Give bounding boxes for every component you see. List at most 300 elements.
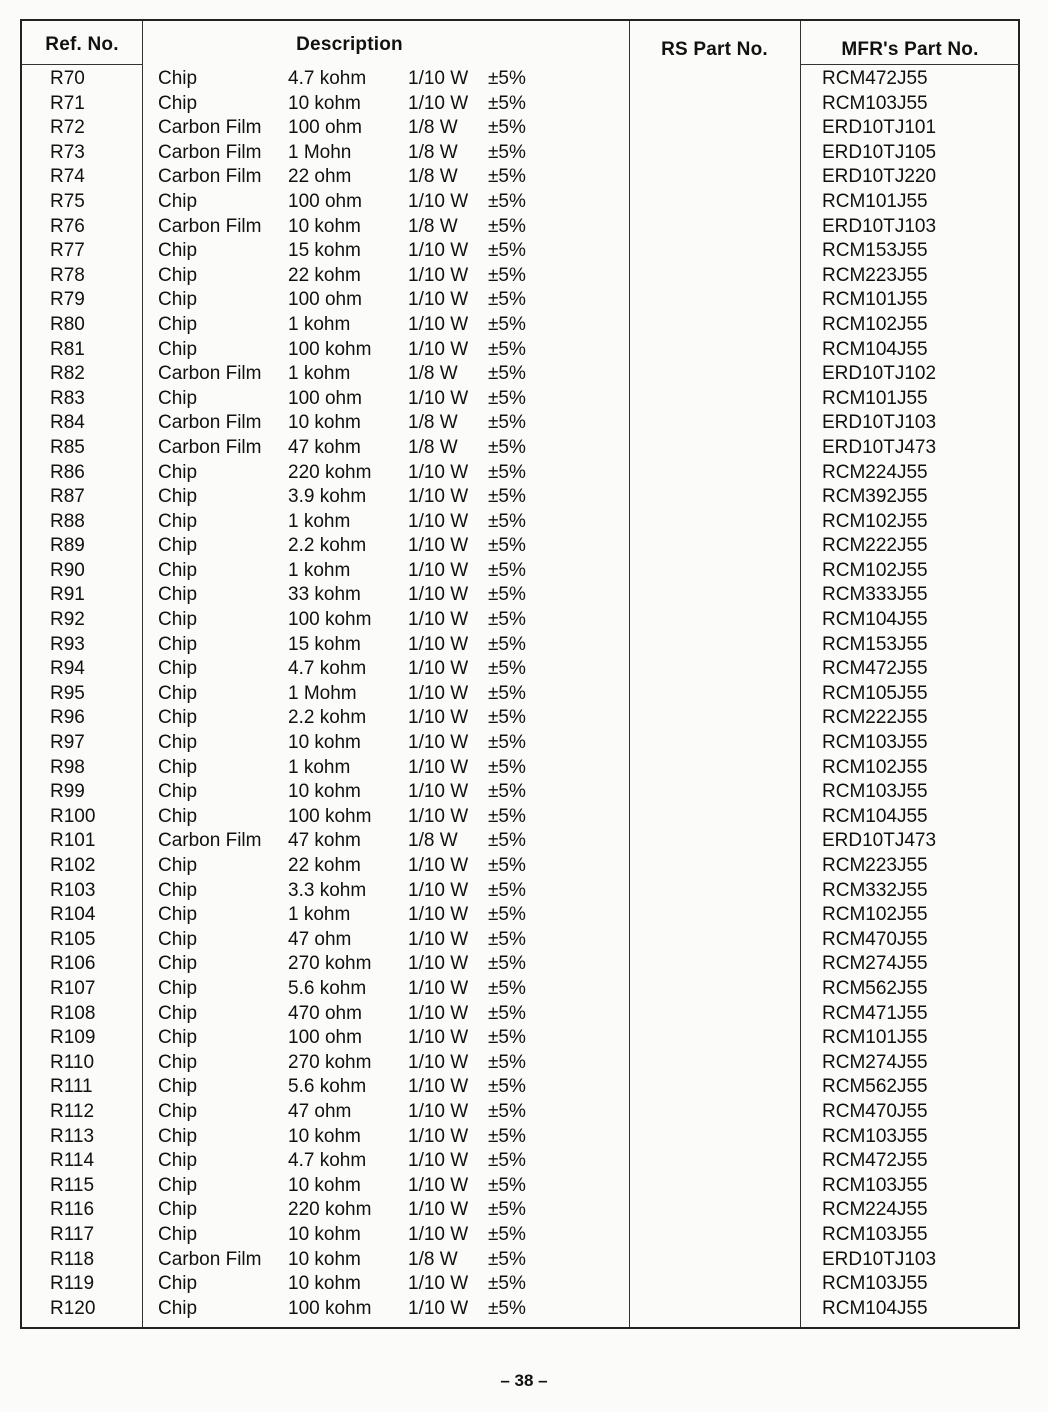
ref-no-cell: R103 bbox=[50, 879, 96, 901]
wattage-cell: 1/10 W bbox=[408, 756, 469, 778]
ref-no-cell: R110 bbox=[50, 1051, 95, 1073]
mfr-part-cell: RCM223J55 bbox=[822, 264, 928, 286]
type-cell: Chip bbox=[158, 240, 198, 262]
mfr-part-cell: ERD10TJ220 bbox=[822, 166, 937, 188]
table-row bbox=[22, 780, 1018, 805]
tolerance-cell: ±5% bbox=[488, 436, 526, 458]
value-cell: 10 kohm bbox=[288, 781, 361, 803]
mfr-part-cell: ERD10TJ103 bbox=[822, 1248, 937, 1270]
tolerance-cell: ±5% bbox=[488, 1273, 526, 1295]
mfr-part-cell: RCM471J55 bbox=[822, 1002, 928, 1024]
table-row bbox=[22, 190, 1018, 215]
ref-no-cell: R70 bbox=[50, 68, 85, 89]
ref-no-cell: R96 bbox=[50, 707, 85, 729]
table-row bbox=[22, 1198, 1018, 1223]
tolerance-cell: ±5% bbox=[488, 215, 526, 237]
ref-no-cell: R115 bbox=[50, 1174, 95, 1196]
wattage-cell: 1/8 W bbox=[408, 436, 458, 458]
table-row bbox=[22, 977, 1018, 1002]
mfr-part-cell: RCM562J55 bbox=[822, 977, 928, 999]
mfr-part-cell: RCM223J55 bbox=[822, 855, 928, 876]
value-cell: 15 kohm bbox=[288, 240, 361, 262]
wattage-cell: 1/10 W bbox=[408, 928, 469, 950]
wattage-cell: 1/8 W bbox=[408, 166, 458, 188]
mfr-part-cell: RCM102J55 bbox=[822, 559, 928, 581]
header-ref-no: Ref. No. bbox=[45, 34, 119, 55]
type-cell: Chip bbox=[158, 928, 198, 950]
ref-no-cell: R104 bbox=[50, 904, 96, 926]
type-cell: Chip bbox=[158, 1002, 198, 1024]
table-row bbox=[22, 387, 1018, 412]
value-cell: 100 ohm bbox=[288, 289, 362, 311]
ref-no-cell: R78 bbox=[50, 264, 85, 286]
wattage-cell: 1/10 W bbox=[408, 977, 469, 999]
table-row bbox=[22, 1248, 1018, 1273]
value-cell: 100 ohm bbox=[288, 1027, 362, 1049]
table-row bbox=[22, 1100, 1018, 1125]
ref-no-cell: R102 bbox=[50, 855, 96, 876]
mfr-part-cell: RCM472J55 bbox=[822, 68, 928, 89]
tolerance-cell: ±5% bbox=[488, 313, 526, 335]
wattage-cell: 1/10 W bbox=[408, 338, 469, 360]
mfr-part-cell: RCM104J55 bbox=[822, 1297, 928, 1319]
mfr-part-cell: RCM103J55 bbox=[822, 1223, 928, 1245]
table-row bbox=[22, 510, 1018, 535]
ref-no-cell: R83 bbox=[50, 387, 85, 409]
wattage-cell: 1/8 W bbox=[408, 1248, 458, 1270]
wattage-cell: 1/10 W bbox=[408, 732, 469, 754]
type-cell: Chip bbox=[158, 535, 198, 557]
type-cell: Chip bbox=[158, 805, 198, 827]
type-cell: Carbon Film bbox=[158, 436, 262, 458]
ref-no-cell: R85 bbox=[50, 436, 85, 458]
type-cell: Chip bbox=[158, 953, 198, 975]
ref-no-cell: R108 bbox=[50, 1002, 96, 1024]
table-row bbox=[22, 805, 1018, 830]
value-cell: 1 kohm bbox=[288, 904, 351, 926]
type-cell: Chip bbox=[158, 68, 198, 89]
ref-no-cell: R99 bbox=[50, 781, 85, 803]
type-cell: Carbon Film bbox=[158, 830, 262, 852]
value-cell: 100 kohm bbox=[288, 805, 372, 827]
type-cell: Chip bbox=[158, 658, 198, 680]
table-row bbox=[22, 879, 1018, 904]
wattage-cell: 1/10 W bbox=[408, 1297, 469, 1319]
tolerance-cell: ±5% bbox=[488, 584, 526, 606]
type-cell: Chip bbox=[158, 1125, 198, 1147]
wattage-cell: 1/10 W bbox=[408, 1150, 469, 1172]
value-cell: 1 kohm bbox=[288, 363, 351, 385]
type-cell: Chip bbox=[158, 879, 198, 901]
tolerance-cell: ±5% bbox=[488, 166, 526, 188]
ref-no-cell: R114 bbox=[50, 1150, 95, 1172]
table-row bbox=[22, 362, 1018, 387]
wattage-cell: 1/10 W bbox=[408, 1100, 469, 1122]
wattage-cell: 1/10 W bbox=[408, 92, 469, 114]
header-divider bbox=[22, 64, 142, 65]
type-cell: Carbon Film bbox=[158, 215, 262, 237]
table-row bbox=[22, 657, 1018, 682]
type-cell: Chip bbox=[158, 707, 198, 729]
ref-no-cell: R76 bbox=[50, 215, 85, 237]
table-row bbox=[22, 92, 1018, 117]
ref-no-cell: R95 bbox=[50, 682, 85, 704]
value-cell: 100 kohm bbox=[288, 1297, 372, 1319]
ref-no-cell: R109 bbox=[50, 1027, 96, 1049]
mfr-part-cell: RCM102J55 bbox=[822, 756, 928, 778]
wattage-cell: 1/10 W bbox=[408, 240, 469, 262]
wattage-cell: 1/10 W bbox=[408, 904, 469, 926]
wattage-cell: 1/10 W bbox=[408, 633, 469, 655]
table-row bbox=[22, 731, 1018, 756]
mfr-part-cell: RCM104J55 bbox=[822, 609, 928, 631]
header-mfr-part-no: MFR's Part No. bbox=[841, 39, 979, 60]
mfr-part-cell: RCM472J55 bbox=[822, 1150, 928, 1172]
table-row bbox=[22, 461, 1018, 486]
wattage-cell: 1/10 W bbox=[408, 1002, 469, 1024]
ref-no-cell: R113 bbox=[50, 1125, 95, 1147]
wattage-cell: 1/10 W bbox=[408, 535, 469, 557]
wattage-cell: 1/10 W bbox=[408, 486, 469, 508]
table-row bbox=[22, 165, 1018, 190]
type-cell: Chip bbox=[158, 92, 198, 114]
table-row bbox=[22, 952, 1018, 977]
table-row bbox=[22, 485, 1018, 510]
table-row bbox=[22, 559, 1018, 584]
mfr-part-cell: ERD10TJ473 bbox=[822, 830, 937, 852]
value-cell: 47 ohm bbox=[288, 928, 352, 950]
value-cell: 47 kohm bbox=[288, 830, 361, 852]
tolerance-cell: ±5% bbox=[488, 535, 526, 557]
type-cell: Chip bbox=[158, 855, 198, 876]
ref-no-cell: R84 bbox=[50, 412, 85, 434]
value-cell: 220 kohm bbox=[288, 1199, 372, 1221]
mfr-part-cell: RCM224J55 bbox=[822, 461, 928, 483]
value-cell: 1 kohm bbox=[288, 510, 351, 532]
tolerance-cell: ±5% bbox=[488, 387, 526, 409]
tolerance-cell: ±5% bbox=[488, 190, 526, 212]
type-cell: Chip bbox=[158, 1223, 198, 1245]
ref-no-cell: R111 bbox=[50, 1076, 93, 1098]
value-cell: 22 kohm bbox=[288, 855, 361, 876]
tolerance-cell: ±5% bbox=[488, 732, 526, 754]
value-cell: 4.7 kohm bbox=[288, 68, 367, 89]
table-row bbox=[22, 633, 1018, 658]
mfr-part-cell: ERD10TJ102 bbox=[822, 363, 937, 385]
ref-no-cell: R74 bbox=[50, 166, 85, 188]
tolerance-cell: ±5% bbox=[488, 928, 526, 950]
table-row bbox=[22, 928, 1018, 953]
mfr-part-cell: RCM392J55 bbox=[822, 486, 928, 508]
ref-no-cell: R88 bbox=[50, 510, 85, 532]
value-cell: 270 kohm bbox=[288, 953, 372, 975]
table-row bbox=[22, 682, 1018, 707]
ref-no-cell: R91 bbox=[50, 584, 85, 606]
value-cell: 5.6 kohm bbox=[288, 1076, 367, 1098]
tolerance-cell: ±5% bbox=[488, 486, 526, 508]
type-cell: Chip bbox=[158, 190, 198, 212]
type-cell: Chip bbox=[158, 289, 198, 311]
ref-no-cell: R72 bbox=[50, 117, 85, 139]
type-cell: Chip bbox=[158, 313, 198, 335]
table-row bbox=[22, 1297, 1018, 1322]
value-cell: 100 ohm bbox=[288, 387, 362, 409]
ref-no-cell: R118 bbox=[50, 1248, 95, 1270]
value-cell: 100 ohm bbox=[288, 117, 362, 139]
table-row bbox=[22, 67, 1018, 92]
ref-no-cell: R92 bbox=[50, 609, 85, 631]
tolerance-cell: ±5% bbox=[488, 1027, 526, 1049]
ref-no-cell: R101 bbox=[50, 830, 96, 852]
table-row bbox=[22, 706, 1018, 731]
wattage-cell: 1/10 W bbox=[408, 953, 469, 975]
header-divider bbox=[800, 64, 1020, 65]
wattage-cell: 1/10 W bbox=[408, 609, 469, 631]
mfr-part-cell: RCM103J55 bbox=[822, 92, 928, 114]
table-row bbox=[22, 411, 1018, 436]
tolerance-cell: ±5% bbox=[488, 1248, 526, 1270]
tolerance-cell: ±5% bbox=[488, 461, 526, 483]
tolerance-cell: ±5% bbox=[488, 953, 526, 975]
wattage-cell: 1/10 W bbox=[408, 190, 469, 212]
mfr-part-cell: RCM222J55 bbox=[822, 707, 928, 729]
type-cell: Chip bbox=[158, 1027, 198, 1049]
tolerance-cell: ±5% bbox=[488, 781, 526, 803]
wattage-cell: 1/10 W bbox=[408, 313, 469, 335]
tolerance-cell: ±5% bbox=[488, 117, 526, 139]
tolerance-cell: ±5% bbox=[488, 1051, 526, 1073]
ref-no-cell: R112 bbox=[50, 1100, 95, 1122]
value-cell: 22 ohm bbox=[288, 166, 352, 188]
type-cell: Chip bbox=[158, 510, 198, 532]
tolerance-cell: ±5% bbox=[488, 658, 526, 680]
wattage-cell: 1/10 W bbox=[408, 707, 469, 729]
wattage-cell: 1/10 W bbox=[408, 289, 469, 311]
value-cell: 3.9 kohm bbox=[288, 486, 367, 508]
type-cell: Chip bbox=[158, 264, 198, 286]
table-row bbox=[22, 903, 1018, 928]
mfr-part-cell: RCM104J55 bbox=[822, 338, 928, 360]
mfr-part-cell: RCM153J55 bbox=[822, 240, 928, 262]
type-cell: Chip bbox=[158, 781, 198, 803]
mfr-part-cell: RCM104J55 bbox=[822, 805, 928, 827]
value-cell: 270 kohm bbox=[288, 1051, 372, 1073]
ref-no-cell: R87 bbox=[50, 486, 85, 508]
tolerance-cell: ±5% bbox=[488, 855, 526, 876]
wattage-cell: 1/10 W bbox=[408, 68, 469, 89]
tolerance-cell: ±5% bbox=[488, 1150, 526, 1172]
wattage-cell: 1/8 W bbox=[408, 830, 458, 852]
ref-no-cell: R107 bbox=[50, 977, 96, 999]
table-row bbox=[22, 1002, 1018, 1027]
ref-no-cell: R93 bbox=[50, 633, 85, 655]
value-cell: 47 kohm bbox=[288, 436, 361, 458]
mfr-part-cell: RCM472J55 bbox=[822, 658, 928, 680]
value-cell: 47 ohm bbox=[288, 1100, 352, 1122]
ref-no-cell: R98 bbox=[50, 756, 85, 778]
tolerance-cell: ±5% bbox=[488, 141, 526, 163]
header-rs-part-no: RS Part No. bbox=[661, 39, 768, 60]
mfr-part-cell: RCM470J55 bbox=[822, 1100, 928, 1122]
wattage-cell: 1/10 W bbox=[408, 1125, 469, 1147]
type-cell: Chip bbox=[158, 1273, 198, 1295]
table-row bbox=[22, 264, 1018, 289]
table-row bbox=[22, 215, 1018, 240]
table-row bbox=[22, 534, 1018, 559]
type-cell: Chip bbox=[158, 1100, 198, 1122]
mfr-part-cell: RCM224J55 bbox=[822, 1199, 928, 1221]
mfr-part-cell: RCM103J55 bbox=[822, 1273, 928, 1295]
table-row bbox=[22, 583, 1018, 608]
ref-no-cell: R86 bbox=[50, 461, 85, 483]
ref-no-cell: R97 bbox=[50, 732, 85, 754]
type-cell: Carbon Film bbox=[158, 141, 262, 163]
wattage-cell: 1/10 W bbox=[408, 1174, 469, 1196]
ref-no-cell: R120 bbox=[50, 1297, 96, 1319]
tolerance-cell: ±5% bbox=[488, 756, 526, 778]
ref-no-cell: R73 bbox=[50, 141, 85, 163]
table-row bbox=[22, 116, 1018, 141]
tolerance-cell: ±5% bbox=[488, 363, 526, 385]
wattage-cell: 1/10 W bbox=[408, 510, 469, 532]
mfr-part-cell: RCM103J55 bbox=[822, 1125, 928, 1147]
mfr-part-cell: ERD10TJ103 bbox=[822, 215, 937, 237]
value-cell: 100 ohm bbox=[288, 190, 362, 212]
value-cell: 1 kohm bbox=[288, 756, 351, 778]
table-row bbox=[22, 1051, 1018, 1076]
table-row bbox=[22, 1174, 1018, 1199]
mfr-part-cell: RCM105J55 bbox=[822, 682, 928, 704]
table-row bbox=[22, 338, 1018, 363]
ref-no-cell: R117 bbox=[50, 1223, 95, 1245]
value-cell: 4.7 kohm bbox=[288, 658, 367, 680]
value-cell: 100 kohm bbox=[288, 609, 372, 631]
mfr-part-cell: RCM103J55 bbox=[822, 732, 928, 754]
tolerance-cell: ±5% bbox=[488, 879, 526, 901]
value-cell: 100 kohm bbox=[288, 338, 372, 360]
wattage-cell: 1/10 W bbox=[408, 682, 469, 704]
mfr-part-cell: RCM562J55 bbox=[822, 1076, 928, 1098]
mfr-part-cell: RCM274J55 bbox=[822, 953, 928, 975]
value-cell: 10 kohm bbox=[288, 412, 361, 434]
table-row bbox=[22, 1272, 1018, 1297]
type-cell: Chip bbox=[158, 756, 198, 778]
tolerance-cell: ±5% bbox=[488, 338, 526, 360]
ref-no-cell: R75 bbox=[50, 190, 85, 212]
mfr-part-cell: RCM101J55 bbox=[822, 289, 928, 311]
type-cell: Carbon Film bbox=[158, 117, 262, 139]
type-cell: Carbon Film bbox=[158, 363, 262, 385]
table-row bbox=[22, 141, 1018, 166]
mfr-part-cell: ERD10TJ101 bbox=[822, 117, 937, 139]
mfr-part-cell: RCM470J55 bbox=[822, 928, 928, 950]
value-cell: 10 kohm bbox=[288, 92, 361, 114]
tolerance-cell: ±5% bbox=[488, 412, 526, 434]
ref-no-cell: R105 bbox=[50, 928, 96, 950]
ref-no-cell: R116 bbox=[50, 1199, 95, 1221]
value-cell: 3.3 kohm bbox=[288, 879, 367, 901]
mfr-part-cell: RCM332J55 bbox=[822, 879, 928, 901]
mfr-part-cell: RCM103J55 bbox=[822, 1174, 928, 1196]
ref-no-cell: R100 bbox=[50, 805, 96, 827]
type-cell: Chip bbox=[158, 682, 198, 704]
mfr-part-cell: RCM101J55 bbox=[822, 1027, 928, 1049]
value-cell: 2.2 kohm bbox=[288, 707, 367, 729]
wattage-cell: 1/10 W bbox=[408, 1051, 469, 1073]
mfr-part-cell: RCM333J55 bbox=[822, 584, 928, 606]
tolerance-cell: ±5% bbox=[488, 510, 526, 532]
ref-no-cell: R82 bbox=[50, 363, 85, 385]
ref-no-cell: R119 bbox=[50, 1273, 95, 1295]
wattage-cell: 1/10 W bbox=[408, 387, 469, 409]
wattage-cell: 1/10 W bbox=[408, 264, 469, 286]
value-cell: 220 kohm bbox=[288, 461, 372, 483]
tolerance-cell: ±5% bbox=[488, 707, 526, 729]
table-row bbox=[22, 1026, 1018, 1051]
type-cell: Carbon Film bbox=[158, 412, 262, 434]
mfr-part-cell: RCM102J55 bbox=[822, 313, 928, 335]
type-cell: Chip bbox=[158, 633, 198, 655]
tolerance-cell: ±5% bbox=[488, 1297, 526, 1319]
wattage-cell: 1/10 W bbox=[408, 1027, 469, 1049]
type-cell: Chip bbox=[158, 486, 198, 508]
value-cell: 10 kohm bbox=[288, 1223, 361, 1245]
tolerance-cell: ±5% bbox=[488, 92, 526, 114]
wattage-cell: 1/10 W bbox=[408, 1273, 469, 1295]
tolerance-cell: ±5% bbox=[488, 559, 526, 581]
wattage-cell: 1/10 W bbox=[408, 879, 469, 901]
wattage-cell: 1/10 W bbox=[408, 805, 469, 827]
mfr-part-cell: RCM102J55 bbox=[822, 510, 928, 532]
wattage-cell: 1/10 W bbox=[408, 559, 469, 581]
table-row bbox=[22, 1125, 1018, 1150]
type-cell: Chip bbox=[158, 559, 198, 581]
mfr-part-cell: RCM222J55 bbox=[822, 535, 928, 557]
value-cell: 1 Mohn bbox=[288, 141, 352, 163]
type-cell: Chip bbox=[158, 1199, 198, 1221]
value-cell: 33 kohm bbox=[288, 584, 361, 606]
ref-no-cell: R79 bbox=[50, 289, 85, 311]
table-row bbox=[22, 756, 1018, 781]
tolerance-cell: ±5% bbox=[488, 1223, 526, 1245]
table-row bbox=[22, 1223, 1018, 1248]
mfr-part-cell: RCM101J55 bbox=[822, 387, 928, 409]
mfr-part-cell: RCM102J55 bbox=[822, 904, 928, 926]
value-cell: 1 Mohm bbox=[288, 682, 357, 704]
type-cell: Chip bbox=[158, 1076, 198, 1098]
table-row bbox=[22, 239, 1018, 264]
tolerance-cell: ±5% bbox=[488, 289, 526, 311]
type-cell: Chip bbox=[158, 1174, 198, 1196]
tolerance-cell: ±5% bbox=[488, 1100, 526, 1122]
type-cell: Carbon Film bbox=[158, 166, 262, 188]
mfr-part-cell: ERD10TJ103 bbox=[822, 412, 937, 434]
tolerance-cell: ±5% bbox=[488, 977, 526, 999]
parts-table bbox=[20, 19, 1020, 1329]
table-row bbox=[22, 854, 1018, 879]
table-row bbox=[22, 288, 1018, 313]
value-cell: 1 kohm bbox=[288, 559, 351, 581]
wattage-cell: 1/8 W bbox=[408, 141, 458, 163]
type-cell: Chip bbox=[158, 977, 198, 999]
value-cell: 5.6 kohm bbox=[288, 977, 367, 999]
value-cell: 10 kohm bbox=[288, 1125, 361, 1147]
type-cell: Chip bbox=[158, 387, 198, 409]
ref-no-cell: R94 bbox=[50, 658, 85, 680]
ref-no-cell: R81 bbox=[50, 338, 85, 360]
wattage-cell: 1/10 W bbox=[408, 584, 469, 606]
wattage-cell: 1/10 W bbox=[408, 781, 469, 803]
